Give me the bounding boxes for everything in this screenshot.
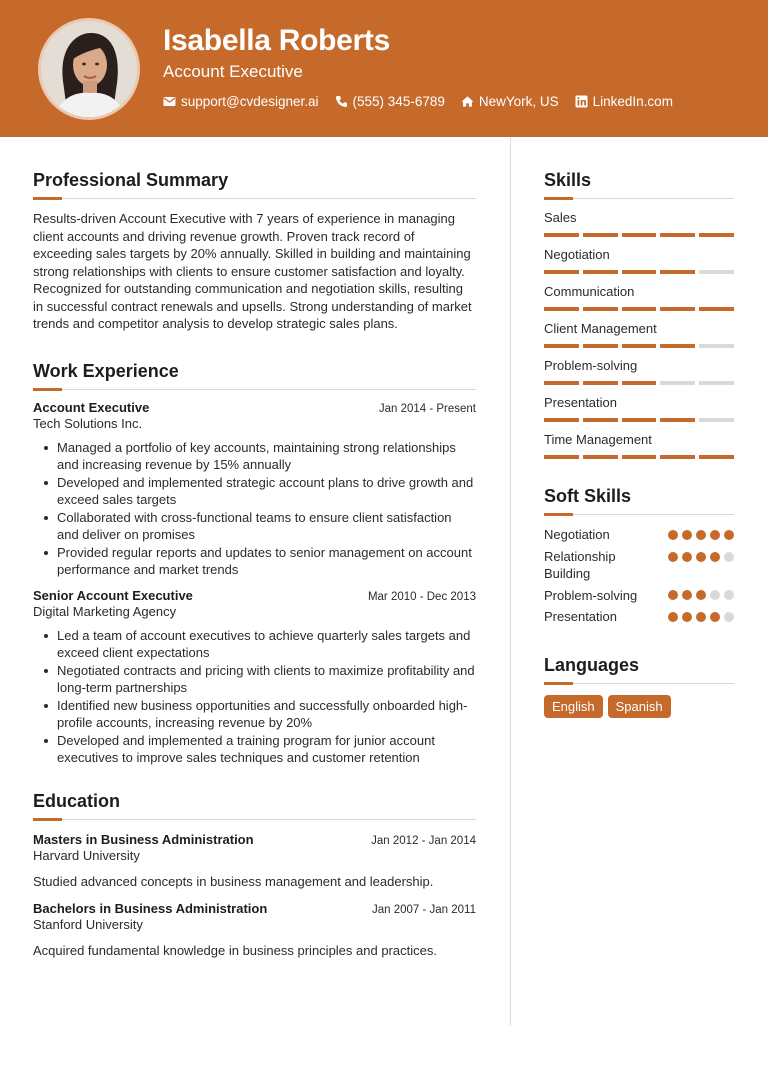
section-rule xyxy=(544,514,734,515)
education-dates: Jan 2012 - Jan 2014 xyxy=(371,834,476,847)
rating-dot xyxy=(682,612,692,622)
skill-item xyxy=(544,247,734,274)
contact-email[interactable] xyxy=(163,94,319,109)
education-desc: Studied advanced concepts in business management and leadership. xyxy=(33,873,434,889)
skills-section xyxy=(544,170,734,459)
job-bullets xyxy=(33,627,476,767)
job-bullets xyxy=(33,439,476,579)
skill-level-segment xyxy=(544,381,579,385)
skill-item xyxy=(544,321,734,348)
skill-level-segment xyxy=(660,233,695,237)
skill-name: Negotiation xyxy=(544,247,610,262)
skill-level-segment xyxy=(583,418,618,422)
rating-dot xyxy=(668,552,678,562)
education-section xyxy=(33,791,476,958)
contact-phone[interactable] xyxy=(335,94,445,109)
list-item: Identified new business opportunities and successfully onboarded high-profile accounts, increasing revenue by 20% xyxy=(33,697,476,732)
rating-dot xyxy=(696,530,706,540)
languages-title: Languages xyxy=(544,654,640,675)
list-item: Developed and implemented a training program for junior account executives to improve sales techniques and customer retention xyxy=(33,732,476,767)
job-entry xyxy=(33,400,476,579)
rating-dot xyxy=(668,590,678,600)
list-item: Collaborated with cross-functional teams to ensure client satisfaction and deliver on promises xyxy=(33,509,476,544)
rating-dot xyxy=(710,612,720,622)
soft-skill-rating xyxy=(668,530,734,540)
job-company: Digital Marketing Agency xyxy=(33,603,177,619)
skill-level-segment xyxy=(583,381,618,385)
skill-level-segment xyxy=(583,344,618,348)
soft-skill-rating xyxy=(668,612,734,622)
soft-skill-name: Problem-solving xyxy=(544,587,638,603)
education-desc: Acquired fundamental knowledge in business principles and practices. xyxy=(33,942,437,958)
language-badge: Spanish xyxy=(608,695,671,718)
education-degree: Bachelors in Business Administration xyxy=(33,900,268,916)
summary-title: Professional Summary xyxy=(33,170,229,190)
languages-section xyxy=(544,655,734,718)
skill-level-segment xyxy=(699,233,734,237)
contact-linkedin-text: LinkedIn.com xyxy=(592,94,673,109)
rating-dot xyxy=(682,590,692,600)
section-rule xyxy=(33,389,476,390)
soft-skill-item xyxy=(544,526,734,544)
soft-skill-rating xyxy=(668,552,734,562)
rating-dot xyxy=(724,552,734,562)
rating-dot xyxy=(696,612,706,622)
linkedin-icon xyxy=(575,95,588,108)
list-item: Managed a portfolio of key accounts, maintaining strong relationships and increasing revenue by 15% annually xyxy=(33,439,476,474)
email-icon xyxy=(163,95,176,108)
job-company: Tech Solutions Inc. xyxy=(33,415,143,431)
section-rule xyxy=(33,819,476,820)
rating-dot xyxy=(682,552,692,562)
job-dates: Mar 2010 - Dec 2013 xyxy=(367,590,476,603)
education-school: Harvard University xyxy=(33,847,140,863)
rating-dot xyxy=(710,552,720,562)
skill-name: Communication xyxy=(544,284,635,299)
language-badge: English xyxy=(544,695,603,718)
skill-level-segment xyxy=(622,307,657,311)
soft-skills-title: Soft Skills xyxy=(544,486,632,506)
job-title: Senior Account Executive xyxy=(33,587,193,603)
contact-linkedin[interactable] xyxy=(575,94,673,109)
skill-item xyxy=(544,358,734,385)
skill-level-segment xyxy=(583,233,618,237)
rating-dot xyxy=(668,612,678,622)
skill-level-bar xyxy=(544,270,734,274)
skill-level-segment xyxy=(544,418,579,422)
rating-dot xyxy=(710,530,720,540)
skill-level-segment xyxy=(699,270,734,274)
skill-level-segment xyxy=(660,418,695,422)
skill-level-segment xyxy=(583,455,618,459)
skill-level-segment xyxy=(544,307,579,311)
skill-level-bar xyxy=(544,307,734,311)
skill-level-segment xyxy=(622,455,657,459)
contact-email-text: support@cvdesigner.ai xyxy=(181,94,319,109)
job-title: Account Executive xyxy=(33,399,150,415)
contact-list xyxy=(163,94,673,109)
skill-level-segment xyxy=(699,307,734,311)
skill-level-segment xyxy=(660,455,695,459)
avatar xyxy=(38,18,140,120)
education-title: Education xyxy=(33,790,121,811)
education-degree: Masters in Business Administration xyxy=(33,831,254,847)
skill-level-segment xyxy=(660,381,695,385)
contact-location xyxy=(461,94,559,109)
rating-dot xyxy=(724,590,734,600)
section-rule xyxy=(33,198,476,199)
skill-level-segment xyxy=(544,270,579,274)
skill-name: Time Management xyxy=(544,432,652,447)
skill-level-segment xyxy=(660,307,695,311)
education-dates: Jan 2007 - Jan 2011 xyxy=(371,903,476,916)
skill-name: Client Management xyxy=(544,321,657,336)
summary-text: Results-driven Account Executive with 7 years of experience in managing client accounts and driving revenue growth. Proven track record of exceeding sales targets by 20% annually. Skilled in building and maintaining strong relationships with clients to ensure customer satisfaction and loyalty. Recognized for outstanding communication and negotiation skills, resulting in successful contract renewals and upsells. Strong understanding of market trends and competitor analysis to develop strategic sales plans. xyxy=(33,211,472,331)
skill-level-segment xyxy=(583,307,618,311)
soft-skill-item xyxy=(544,608,734,626)
skill-name: Problem-solving xyxy=(544,358,638,373)
soft-skill-name: Relationship Building xyxy=(544,548,616,581)
rating-dot xyxy=(710,590,720,600)
skills-title: Skills xyxy=(544,170,592,190)
soft-skill-item xyxy=(544,548,734,583)
candidate-role: Account Executive xyxy=(163,62,303,81)
rating-dot xyxy=(668,530,678,540)
skills-list xyxy=(544,210,734,459)
job-entry xyxy=(33,588,476,767)
job-dates: Jan 2014 - Present xyxy=(378,402,476,415)
summary-section xyxy=(33,170,476,333)
skill-item xyxy=(544,432,734,459)
skill-level-segment xyxy=(622,233,657,237)
skill-level-segment xyxy=(699,344,734,348)
column-divider xyxy=(510,138,511,1026)
main-column xyxy=(33,170,476,958)
rating-dot xyxy=(724,530,734,540)
skill-item xyxy=(544,395,734,422)
education-entry xyxy=(33,901,476,958)
soft-skills-section xyxy=(544,486,734,626)
soft-skill-item xyxy=(544,587,734,605)
rating-dot xyxy=(724,612,734,622)
contact-location-text: NewYork, US xyxy=(478,94,559,109)
skill-level-segment xyxy=(544,233,579,237)
home-icon xyxy=(461,95,474,108)
skill-name: Presentation xyxy=(544,395,617,410)
skill-level-segment xyxy=(622,270,657,274)
skill-level-segment xyxy=(622,344,657,348)
rating-dot xyxy=(696,590,706,600)
header-banner xyxy=(0,0,768,137)
skill-level-bar xyxy=(544,418,734,422)
side-column xyxy=(544,170,734,718)
rating-dot xyxy=(696,552,706,562)
contact-phone-text: (555) 345-6789 xyxy=(352,94,445,109)
skill-level-segment xyxy=(699,381,734,385)
skill-level-segment xyxy=(583,270,618,274)
skill-level-bar xyxy=(544,381,734,385)
skill-level-segment xyxy=(544,344,579,348)
section-rule xyxy=(544,683,734,684)
soft-skills-list xyxy=(544,526,734,626)
skill-level-segment xyxy=(699,418,734,422)
section-rule xyxy=(544,198,734,199)
skill-level-bar xyxy=(544,233,734,237)
list-item: Developed and implemented strategic account plans to drive growth and exceed sales targets xyxy=(33,474,476,509)
education-school: Stanford University xyxy=(33,916,143,932)
skill-level-segment xyxy=(660,344,695,348)
skill-name: Sales xyxy=(544,210,577,225)
list-item: Negotiated contracts and pricing with clients to maximize profitability and long-term partnerships xyxy=(33,662,476,697)
soft-skill-name: Negotiation xyxy=(544,527,610,542)
soft-skill-rating xyxy=(668,590,734,600)
education-entry xyxy=(33,832,476,889)
skill-level-bar xyxy=(544,455,734,459)
soft-skill-name: Presentation xyxy=(544,609,617,624)
skill-level-segment xyxy=(660,270,695,274)
skill-level-bar xyxy=(544,344,734,348)
skill-item xyxy=(544,210,734,237)
candidate-name: Isabella Roberts xyxy=(163,24,390,57)
phone-icon xyxy=(335,95,348,108)
language-list xyxy=(544,695,734,718)
skill-level-segment xyxy=(622,418,657,422)
skill-level-segment xyxy=(699,455,734,459)
rating-dot xyxy=(682,530,692,540)
profile-photo-icon xyxy=(41,21,137,117)
experience-title: Work Experience xyxy=(33,360,179,381)
list-item: Provided regular reports and updates to senior management on account performance and market trends xyxy=(33,544,476,579)
list-item: Led a team of account executives to achieve quarterly sales targets and exceed client expectations xyxy=(33,627,476,662)
skill-item xyxy=(544,284,734,311)
skill-level-segment xyxy=(622,381,657,385)
experience-section xyxy=(33,361,476,767)
skill-level-segment xyxy=(544,455,579,459)
